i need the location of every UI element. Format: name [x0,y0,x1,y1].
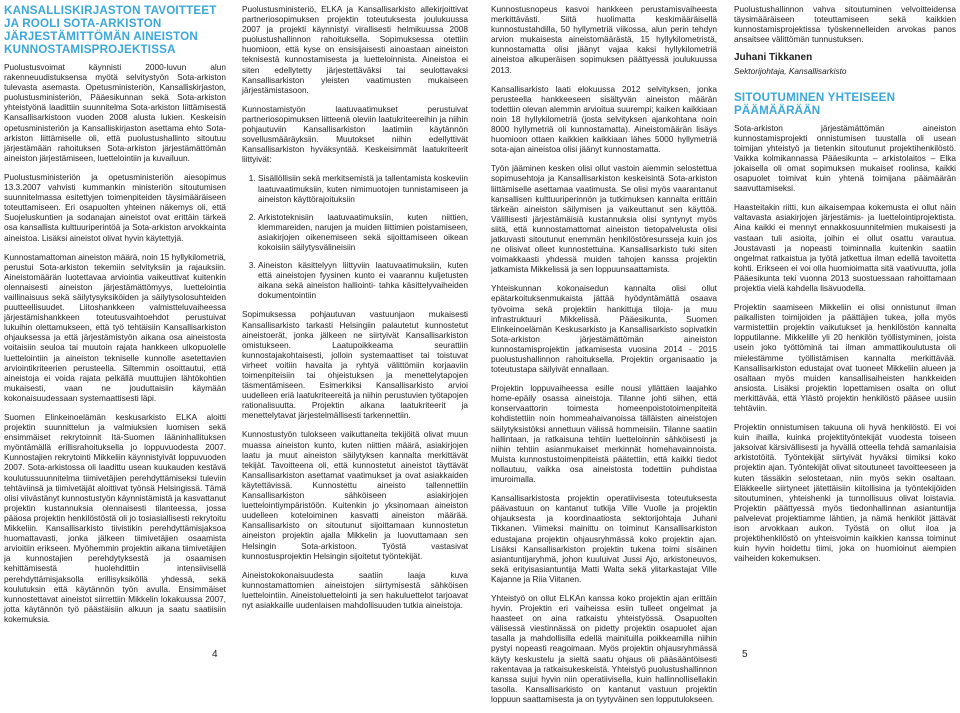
paragraph: Työn jääminen kesken olisi ollut vastoin aiemmin selostettua sopimusehtoja ja Kansallisarkiston keskeisintä Sota-arkiston liittämiselle asettamaa vaatimusta. Se olisi myös vaarantanut kansallisen kulttuuriperinnön ja tutkimuksen kannalta erittäin tärkeän aineiston säilymisen ja vaikeuttanut sen käyttöä. Välillisesti järjestämäisiä kustannuksia olisi syntynyt myös siitä, että kunnostamattomat aineiston tietopalvelusta olisi jatkuvasti sitoutunut enemmän henkilöstöresursseja kuin jos ne olisivat olleet kunnostettuina. Kansallisarkisto tuki siten voimakkaasti yhdessä muiden tahojen kanssa projektin jatkamista Mikkelissä ja sen loppuunsaattamista. [491,163,717,275]
paragraph: Projektin saamiseen Mikkeliin ei olisi onnistunut ilman paikallisten toimijoiden ja päättäjien tukea, jolla myös varmistettiin projektin vaikutukset ja henkilöstön kannalta lopputilanne. Mikkelille yli 20 henkilön työllistyminen, joista usein joko työttöminä tai ilman ammattikoulutusta oli mielestämme työllistämisen kannalta merkittävää. Kansallisarkiston edustajat ovat tuoneet Mikkeliin alueen ja osaltaan myös muiden kansallisaiheisten hankkeiden ansiosta. Lisäksi projektin lopettamisen osalta on ollut merkittävää, että Ylästö projektin henkilöstö pääsee uusiin tehtäviin. [734,302,956,413]
paragraph: Puolustusministeriön ja opetusministeriön aiesopimus 13.3.2007 vahvisti kummankin ministeriön sitoutumisen suunnitelmassa esitettyjen toimenpiteiden täysimääräiseen toteuttamiseen. Eri osapuolten yhteinen näkemys oli, että Suojeluskuntien ja sodanajan aineistot ovat erittäin tärkeä osa kansallista kulttuuriperintöä ja Sota-arkiston arvokkainta aineistoa. Lisäksi aineistot olivat hyvin käytettyjä. [4,171,226,243]
list-item: 3. Aineiston käsittelyyn liittyviin laatuvaatimuksiin, kuten että aineistojen fyysinen kunto ei vaarannu kuljetusten aikana sekä aineiston halliointi- tahka käsittelyvaiheiden dokumentointiin [258,260,468,300]
list-item: 2. Arkistoteknisiin laatuvaatimuksiin, kuten niittien, klemmareiden, narujen ja muiden liittimien poistamiseen, asiakirjojen oikenemiseen sekä sijoittamiseen oikean kokoisiin säilytysvälineisiin [258,212,468,252]
list-item: 1. Sisällöllisiin sekä merkitsemistä ja tallentamista koskeviin laatuvaatimuksiin, kuten nimimuotojen tunnistamiseen ja aineiston käyttörajoituksiin [258,173,468,203]
column-4 [734,4,956,572]
paragraph: Suomen Elinkeinoelämän keskusarkisto ELKA aloitti projektin suunnittelun ja valmiuksien luomisen sekä ensimmäiset rekrytoinnit Itä-Suomen lääninhallituksen myöntämällä erillisrahoituksella jo loppuvuodesta 2007. Kunnostajien rekrytointi Mikkeliin käynnistyivät loppuvuoden 2007. Sota-arkistossa oli laadittu usean kuukauden kestävä koulutussuunnitelma tiimivetäjien perehdyttämiseksi tuleviin tehtäviinsä ja tiimivetäjät aloittivat työnsä Helsingissä. Tämä olisi viivästänyt kunnostustyön käynnistämistä ja kasvattanut projektin kustannuksia olennaisesti tilanteessa, jossa pääosa projektin henkilöstöstä oli jo tosiasiallisesti rekrytoitu Mikkeliin. Kansallisarkisto tiivistikin perehdyttämisjaksoa huomattavasti, jonka jälkeen tiimivetäjien osaamista arvioitiin erikseen. Myöhemmin projektin aikana tiimivetäjien ja kunnostajien perehdytyksestä ja osaamisen kehittämisestä huolehdittiin intensiivisellä perehdyttämisjaksolla erillisyksiköllä yhdessä, sekä koulutuksin että käytännön työn avulla. Ensimmäiset kunnostettavat aineistot siirrettiin Mikkelin lokakuussa 2007, jotta käytännön työ päästäisiin alkuun ja saatu saatiisiin kokemuksia. [4,412,226,624]
quality-criteria-list [242,173,468,300]
paragraph: Projektin onnistumisen takuuna oli hyvä henkilöstö. Ei voi kuin ihailla, kuinka projektityöntekijät vuodesta toiseen jaksoivat kärsivällisesti ja hyvällä otteella tehdä samanlaisia arkistotöitä. Työntekijät siirtyivät hyväksi tiimiksi koko projektin ajan. Työntekijät olivat sitoutuneet tavoitteeseen ja kuten tässäkin selostetaan, niin myös sekin osaltaan. Eläkkeelle siirtyneet jätettäisiin kiitollisina ja työntekijöiden sitoutuminen, yhteishenki ja tunnollisuus olivat loistavia. Projektin päättyessä myös tiedonhallinnan asiantuntija palvelevat projektiamme lähtien, ja nämä henkilöt jättävät ison arvokkaan aukon. Työstä on ollut iloa ja projektihenkilöstö on yhteisvoimin kaikkien kanssa toiminut kuin hyvin hoidettu tiimi, joka on huomioinut aiempien vaiheiden kokemuksen. [734,422,956,564]
page-number-left: 4 [212,649,218,660]
paragraph: Kunnostustyön tulokseen vaikuttaneita tekijöitä olivat muun muassa aineiston kunto, kuten niittien määrä, asiakirjojen laatu ja muut aineiston säilytyksen kannalta merkittävät tekijät. Tavoitteena oli, että kunnostetut aineistot täyttävät Kansallisarkiston asettamat vaatimukset ja ovat asiakkaiden käytettävissä. Kunnostettu aineisto tallennettiin Kansallisarkiston sähköiseen asiakirjojen luettelointiympäristöön. Kuitenkin jo yksinomaan aineiston uudelleen koteloiminen kasvatti aineiston määrää. Kansallisarkisto on sitoutunut sijoittamaan kunnostetun aineiston projektin ajalla Mikkelin ja luovuttamaan sen Helsingin Sota-arkistoon. Työstä vastasivat kunnostusprojektin Helsingin sijoitetut työntekijät. [242,429,468,561]
author-affiliation: Sektorijohtaja, Kansallisarkisto [734,66,847,77]
column-3 [491,4,717,713]
paragraph: Kansallisarkistosta projektin operatiivisesta toteutuksesta päävastuun on kantanut tutkija Ville Vuolle ja projektin ohjauksesta ja koordinaatiosta sektorijohtaja Juhani Tikkanen. Viimeksi mainittu on toiminut Kansallisarkiston edustajana projektin ohjausryhmässä koko projektin ajan. Lisäksi Kansallisarkiston projektin tukena toimi sisäinen asiantuntijaryhmä, johon kuuluivat Jussi Ajo, arkistoneuvos, sekä erityisasiantuntija Matti Walta sekä ylitarkastajat Ville Kajanne ja Riia Viitanen. [491,493,717,584]
paragraph: Kunnostusnopeus kasvoi hankkeen perustamisvaiheesta merkittävästi. Siitä huolimatta keskimääräisellä kunnostustahdilla, 50 hyllymetriä viikossa, alun perin tehdyn arvion mukaisesta aineistomäärästä, 15 hyllykilometristä, kunnostamatta olisi jäänyt vajaa kaksi hyllykilometriä aineistoa alkuperäisen sopimuksen päättyessä joulukuussa 2013. [491,4,717,75]
paragraph: Yhteiskunnan kokonaisedun kannalta olisi ollut epätarkoituksenmukaista jättää hyödyntämättä osaava työvoima sekä projektiin hankittuja tiloja- ja muu infrastruktuuri Mikkelissä. Pääesikunta, Suomen Elinkeinoelämän Keskusarkisto ja Kansallisarkisto sopivatkin Sota-arkiston järjestämättömän aineiston kunnostamisprojektin jatkamisesta vuosina 2014 - 2015 puolustushallinnon rahoituksella. Projektin organisaatio ja toteutustapa säilyivät ennallaan. [491,283,717,375]
paragraph: Yhteistyö on ollut ELKAn kanssa koko projektin ajan erittäin hyvin. Projektin eri vaiheissa esiin tulleet ongelmat ja haasteet on aina ratkaistu yhteistyössä. Osapuolten välisessä viestinnässä on pidetty projektin osapuolet ajan tasalla ja mahdollisilla edellä mainituilla poikkeamilla niihin pystyi nopeasti reagoimaan. Myös projektin ohjausryhmässä käyty keskustelu ja sieltä saatu ohjaus oli pääsääntöisesti rakentavaa ja ratkaisukeskeistä. Yhteistyö puolustushallinnon kanssa sujui hyvin niin operatiivisella, kuin hallinnollisellakin tasolla. Kansallisarkisto on kantanut vastuun projektin loppuun saattamisesta ja on tyytyväinen sen lopputulokseen. [491,592,717,704]
paragraph: Kunnostamattoman aineiston määrä, noin 15 hyllykilometriä, perustui Sota-arkiston tekemiin selvityksiin ja rajauksiin. Aineistomäärän luotettavaa arviointia vaikeuttivat kuitenkin olennaisesti aineiston järjestämättömyys, luettelointia vaillinaisuus sekä säilytysyksiköiden ja säilytysolosuhteiden puutteellisuudet. Liitoshankkeen valmistteluvaiheessa järjestämishankkeen toteutusvaihtoehdot perustuivat lukuihin olettamukseen, että työ tehtäisiin Kansallisarkiston ohjauksessa ja että järjestämistyön aikana osa aineistosta voitaisiin seuloa tai muutoin rajata hankkeen ulkopuolelle luettelointiin ja aineiston tekniselle kunnolle asetettavien arviointikriteerien perusteella. Siltemmin osoittautui, että aineistoja ei voida rajata pelkällä muuttujien lähtökohtien mukaisesti, vaan ne jouduttaisiin käymään kokonaisuudessaan systemaattisesti läpi. [4,251,226,403]
paragraph: Puolustusvoimat käynnisti 2000-luvun alun rakenneuudistuksensa myötä selvitystyön Sota-arkiston tulevasta asemasta. Opetusministeriön, Kansalliskirjaston, puolustusministeriön, Pääesikunnan sekä Sota-arkiston yhteistyönä laadittiin suunnitelma Sota-arkiston liittämisestä Kansallisarkistoon vuoden 2008 alusta lukien. Keskeisin opetusministeriön ja Kansalliskirjaston asettama ehto Sota-arkiston liittämiselle oli, että puolustushallinto sitoutuu järjestämään rahoituksen Sota-arkiston järjestämättömän aineiston järjestämiseen, luettelointiin ja kuvailuun. [4,62,226,163]
column-1 [4,4,226,633]
paragraph: Puolustushallinnon vahva sitoutuminen velvoitteidensa täysimääräiseen toteuttamiseen sekä kaikkien kunnostamisprojektissa työskennelleiden arvokas panos ansaitsee välittömän tunnustuksen. [734,4,956,45]
column-2 [242,4,468,619]
paragraph: Sopimuksessa pohjautuvan vastuunjaon mukaisesti Kansallisarkisto tarkasti Helsingiin palautetut kunnostetut aineistoerät, jonka jälkeen ne siirtyivät Kansallisarkiston omistukseen. Laatupoikkeama seurattiin kunnostajakohtaisesti, jolloin systemaattiset tai toistuvat virheet voitiin havaita ja ryhtyä välittömiin korjaaviin toimenpiteisiin tai ohjeistuksen ja menettelytapojen täsmentämiseen. Esimerkiksi Kansallisarkisto arvioi uudelleen eriä laatukriteereitä ja niihin perustuvien työtapojen rationalisuutta. Projektin aikana laatukriteerit ja menettelytavat järjestelmällisesti tarkennettiin. [242,309,468,421]
page-number-right: 5 [742,649,748,660]
paragraph: Puolustusministeriö, ELKA ja Kansallisarkisto allekirjoittivat partneriosopimuksen projektin toteutuksesta joulukuussa 2007 ja projekti käynnistyi virallisesti helmikuussa 2008 puolustushallinnon rahoituksella. Sopimuksessa otettiin huomioon, että kyse on ensisijaisesti ainoastaan aineiston teknisestä kunnostamisesta ja luetteloinnista. Aineistoa ei siten edellytetty järjestettäväksi tai seulottavaksi Kansallisarkiston yleisten vaatimusten mukaiseen järjestämistasoon. [242,4,468,95]
paragraph: Sota-arkiston järjestämättömän aineiston kunnostamisprojekti onnistumisen tuustalla oli usean toimijan yhteistyö ja tietenkin sitoutunut projektihenkilöstö. Vaikka kolmikannassa Pääesikunta – arkistolaitos – Elka jokaisella oli omat sopimuksen mukaiset roolinsa, kaikki osapuolet toimivat kuin yhtenä toimijana päämäärän saavuttamiseksi. [734,122,956,194]
section-heading-sitoutuminen: SITOUTUMINEN YHTEISEEN PÄÄMÄÄRÄÄN [734,90,896,117]
paragraph: Aineistokokonaisuudesta saatiin laaja kuva kunnostamattomien aineistojen siirtymisestä sähköisen luettelointiin. Aineistoluettelointi ja sen hakuluettelot tarjoavat nyt asiakkaille uudenlaisen mahdollisuuden tutkia aineistoja. [242,569,468,610]
paragraph: Projektin loppuvaiheessa esille nousi yllättäen laajahko home-epäily osassa aineistoja. Tilanne johti siihen, että konservaattorin toimesta homeenpoistotoimenpiteitä kohdistettiin noin hommeahaivanoissa tälläisten aineistojen säilytyksistöksi annettuun välissä hommeisiin. Tilanne saatiin hallintaan, ja ratkaisuna tehtiin luetteloinnin sähköisesti ja niihin tehtiin asianmukaiset merkinnät homehavainnoista. Muista kunnostustoimenpiteistä päätettiin, että kaikki tiedot nollautuu, vaikka osa aineistosta todettiin puhdistaa imuroimalla. [491,383,717,485]
paragraph: Kunnostamistyön laatuvaatimukset perustuivat partneriosopimuksen liitteenä oleviin laatukriteereihin ja niihin pohjautuviin Kansallisarkiston laatimiin käytännön sovellusmääräyksiin. Muutokset niihin edellyttivät Kansallisarkiston hyväksyntää. Keskeisimmät laatukriteerit liittyivät: [242,103,468,165]
author-name: Juhani Tikkanen [734,52,813,64]
paragraph: Kansallisarkisto laati elokuussa 2012 selvityksen, jonka perusteella hankkeeseen sisältyvän aineiston määrän todettiin olevan alemmin arvioitua suurempi; kaiken kaikkiaan noin 18 hyllykilometriä (josta selvityksen ajankohtana noin 8000 hyllymetriä oli kunnostamatta). Aineistomäärän lisäys huomioon ottaen kaikkien kaikkiaan lähes 5000 hyllymetriä sota-ajan aineistoa olisi jäänyt kunnostamatta. [491,83,717,155]
paragraph: Haasteitakin riitti, kun aikaisempaa kokemusta ei ollut näin valtavasta asiakirjojen järjestämis- ja luettelointiprojektista. Aina kaikki ei mennyt ennakkosuunnitelmien mukaisesti ja vastaan tuli asioita, joihin ei ollut osattu varautua. Joustavasti ja nopeasti toiminnalla kuitenkin saatiin ongelmat ratkaistua ja työtä jatkettua ilman edellä tavoitetta kohti. Erikseen ei voi olla huomioimatta sitä vaativuutta, jolla Pääesikunta teki vuonna 2013 suostuessaan rahoittamaan projektia vielä kahdella lisävuodella. [734,202,956,293]
section-heading-kansalliskirjaston-tavoitteet: KANSALLISKIRJASTON TAVOITTEET JA ROOLI SOTA-ARKISTON JÄRJESTÄMITTÖMÄN AINEISTON KUNNOSTAMISPROJEKTISSA [4,4,217,56]
